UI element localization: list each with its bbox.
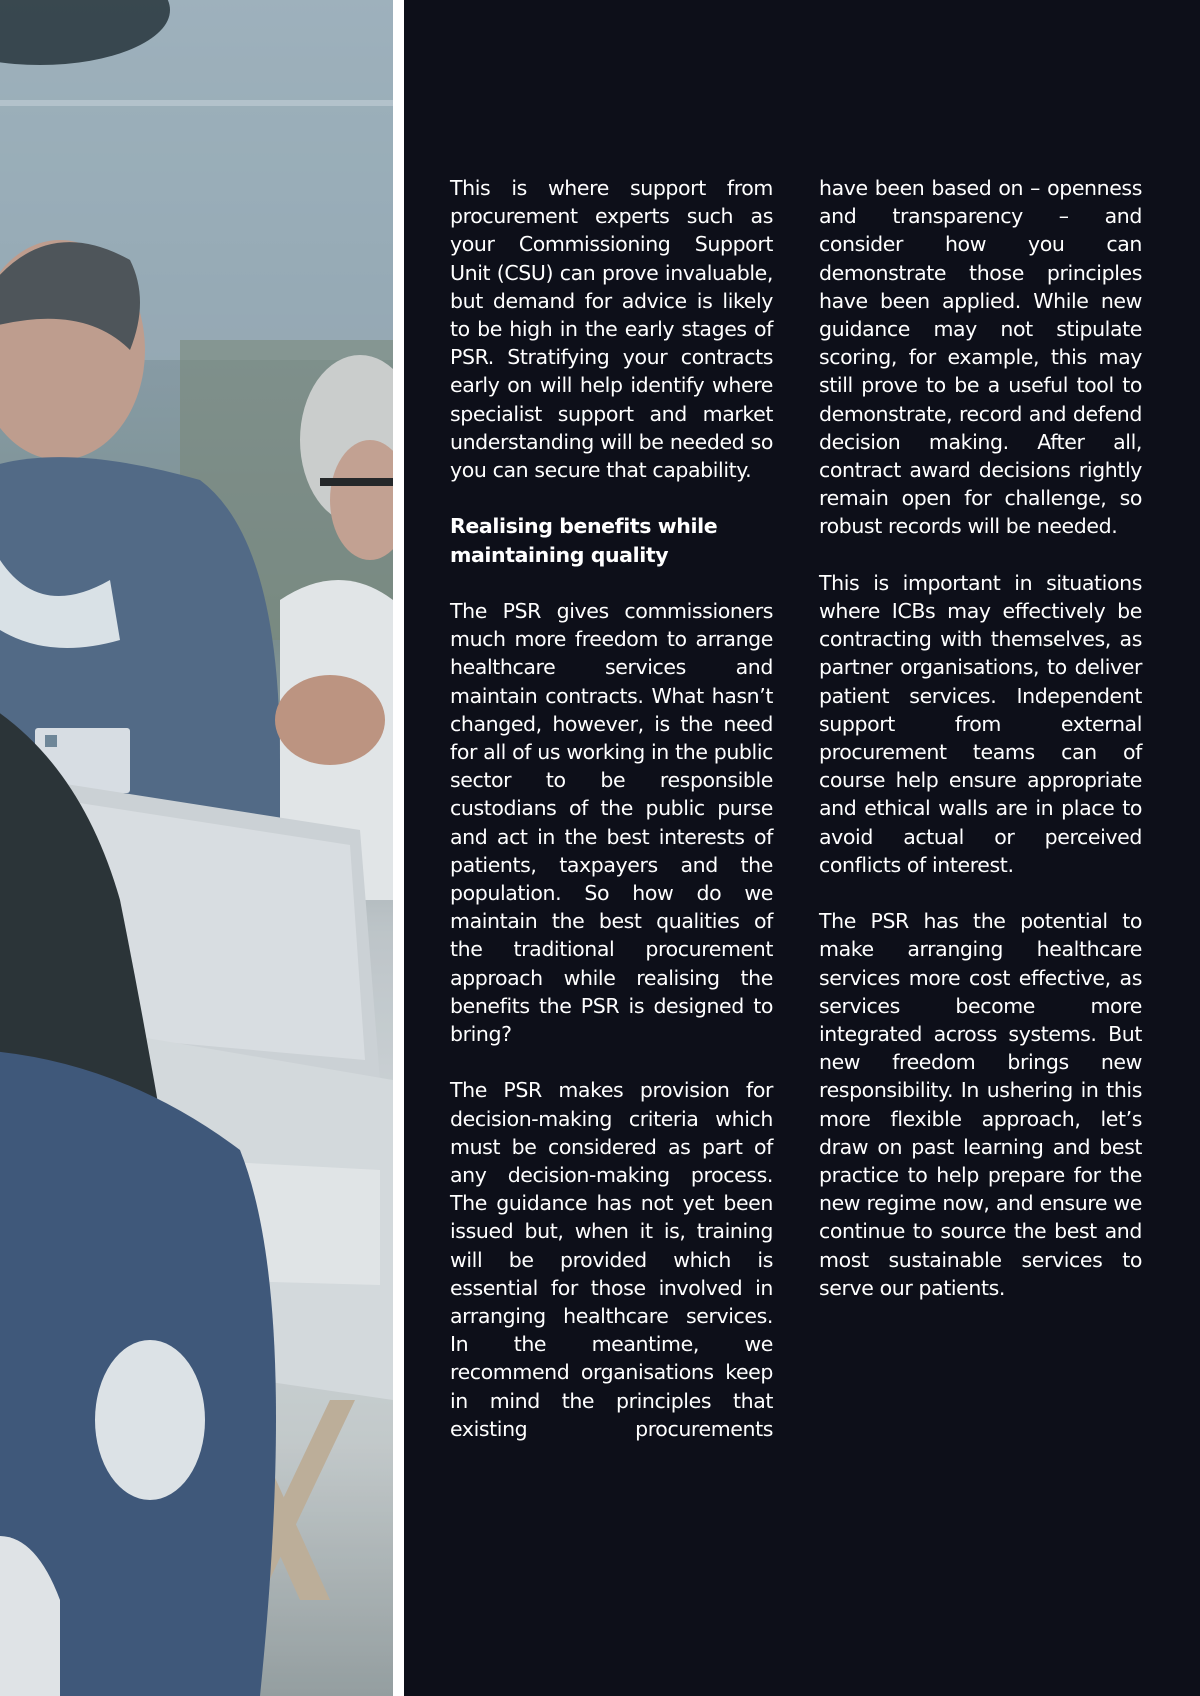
- paragraph: have been based on – openness and transparency – and consider how you can demonstrate those principles have been applied. While new guidance may not stipulate scoring, for example, this may still prove to be a useful tool to demonstrate, record and defend decision making. After all, contract award decisions rightly remain open for challenge, so robust records will be needed.: [819, 176, 1142, 539]
- paragraph: This is important in situations where ICBs may effectively be contracting with themselves, as partner organisations, to deliver patient services. Independent support from external procurement teams can of course help ensure appropriate and ethical walls are in place to avoid actual or perceived conflicts of interest.: [819, 570, 1142, 877]
- white-divider: [393, 0, 404, 1696]
- paragraph: The PSR gives commissioners much more freedom to arrange healthcare services and maintain contracts. What hasn’t changed, however, is the need for all of us working in the public sector to be responsible custodians of the public purse and act in the best interests of patients, taxpayers and the population. So how do we maintain the best qualities of the traditional procurement approach while realising the benefits the PSR is designed to bring?: [450, 599, 773, 1047]
- photo-illustration: [0, 0, 393, 1696]
- healthcare-meeting-photo: [0, 0, 393, 1696]
- paragraph: The PSR makes provision for decision-making criteria which must be considered as part of any decision-making process. The guidance has not yet been issued but, when it is, training will be provided which is essential for those involved in arranging healthcare services. In the meantime, we recommend organisations keep in mind the principles that existing procurements: [450, 1078, 773, 1441]
- paragraph: The PSR has the potential to make arranging healthcare services more cost effective, as services become more integrated across systems. But new freedom brings new responsibility. In ushering in this more flexible approach, let’s draw on past learning and best practice to help prepare for the new regime now, and ensure we continue to source the best and most sustainable services to serve our patients.: [819, 909, 1142, 1300]
- section-heading: Realising benefits while maintaining quality: [450, 514, 718, 567]
- article-body: [450, 174, 1142, 1471]
- paragraph: This is where support from procurement experts such as your Commissioning Support Unit (CSU) can prove invaluable, but demand for advice is likely to be high in the early stages of PSR. Stratifying your contracts early on will help identify where specialist support and market understanding will be needed so you can secure that capability.: [450, 176, 773, 483]
- left-column: [450, 174, 773, 1471]
- right-column: [819, 174, 1142, 1471]
